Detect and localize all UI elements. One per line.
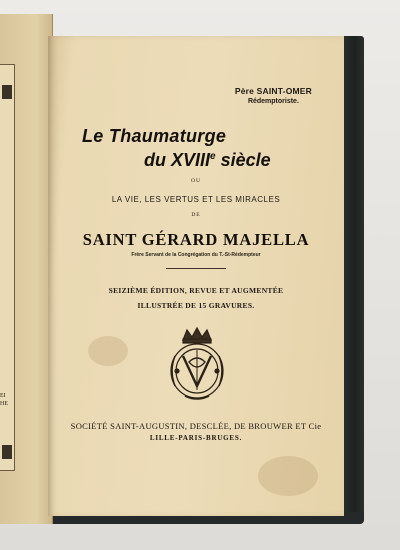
frere-servant-line: Frère Servant de la Congrégation du T.-St-Rédempteur <box>131 252 261 258</box>
conjunction-ou: OU <box>191 178 201 184</box>
crowned-monogram-seal-icon <box>165 326 229 402</box>
publisher-cities: LILLE-PARIS-BRUGES. <box>149 434 243 442</box>
left-page-text-fragment <box>0 392 8 408</box>
title-page <box>48 36 344 516</box>
saint-name: SAINT GÉRARD MAJELLA <box>82 230 310 249</box>
plate-ornament <box>2 445 12 459</box>
edition-line: SEIZIÈME ÉDITION, REVUE ET AUGMENTÉE <box>108 286 284 295</box>
subtitle: LA VIE, LES VERTUS ET LES MIRACLES <box>111 195 281 204</box>
plate-ornament <box>2 85 12 99</box>
divider-rule <box>166 268 226 269</box>
preposition-de: DE <box>191 212 201 218</box>
left-page <box>0 14 53 524</box>
title-superscript: e <box>210 151 216 162</box>
title-word-siecle: siècle <box>220 150 271 170</box>
fragment-line: HE <box>0 401 8 407</box>
publisher: SOCIÉTÉ SAINT-AUGUSTIN, DESCLÉE, DE BROUWER ET Cie <box>70 421 322 431</box>
author-role: Rédemptoriste. <box>247 98 299 105</box>
title-century: du XVIII <box>144 150 211 170</box>
frontispiece-plate <box>0 64 15 471</box>
illustrations-line: ILLUSTRÉE DE 15 GRAVURES. <box>137 301 255 310</box>
paper-stain <box>258 456 318 496</box>
author-block <box>235 86 312 105</box>
fragment-line: EI <box>0 393 6 399</box>
author-name: Père SAINT-OMER <box>234 86 312 96</box>
paper-stain <box>88 336 128 366</box>
book-title-line1: Le Thaumaturge <box>82 126 227 146</box>
book-title-line2 <box>144 150 344 171</box>
